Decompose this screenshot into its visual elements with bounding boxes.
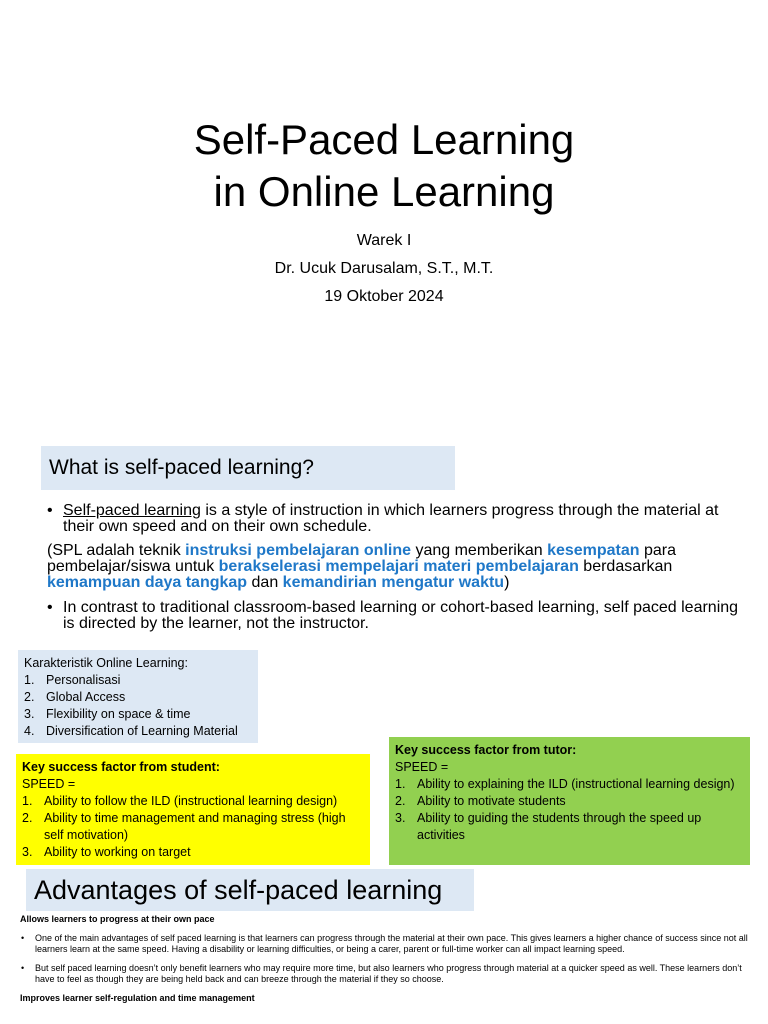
list-item: 1. Personalisasi <box>24 673 121 687</box>
student-speed-label: SPEED = <box>22 777 76 791</box>
advantages-paragraph-2: But self paced learning doesn’t only benefit learners who may require more time, but also learners who progress through material at a quicker speed as well. These learners don’t have to feel as though they are being held back and can breeze through the material if they so choose. <box>35 963 742 984</box>
spl-highlight: berakselerasi mempelajari materi pembelajaran <box>218 558 579 575</box>
tutor-speed-label: SPEED = <box>395 760 449 774</box>
list-item: 2. Global Access <box>24 690 126 704</box>
list-item: 2. Ability to time management and managing stress (high self motivation) <box>22 811 346 842</box>
spl-segment: ) <box>504 574 510 591</box>
spl-segment: yang memberikan <box>411 542 548 559</box>
tutor-box-title: Key success factor from tutor: <box>395 743 577 757</box>
student-box-title: Key success factor from student: <box>22 760 220 774</box>
list-item: 3. Ability to working on target <box>22 845 191 859</box>
bullet-icon: • <box>21 933 25 943</box>
advantages-subheading-2: Improves learner self-regulation and time management <box>20 993 255 1003</box>
student-list <box>22 793 364 861</box>
spl-highlight: instruksi pembelajaran online <box>185 542 411 559</box>
spl-highlight: kemandirian mengatur waktu <box>282 574 505 591</box>
what-bullet-1 <box>41 503 741 535</box>
spl-segment: para pembelajar/siswa untuk <box>47 542 677 575</box>
bullet-icon: • <box>47 502 53 519</box>
author-role: Warek I <box>356 232 412 249</box>
slide-title-line2: in Online Learning <box>213 168 555 215</box>
advantages-list <box>20 933 755 985</box>
slide-title-line1: Self-Paced Learning <box>193 116 575 163</box>
advantages-heading: Advantages of self-paced learning <box>26 869 474 911</box>
spl-highlight: kemampuan daya tangkap <box>47 574 248 591</box>
spl-segment: dan <box>247 574 283 591</box>
what-bullets-2 <box>41 600 741 632</box>
spl-indonesian-explanation <box>47 543 737 591</box>
list-item <box>20 933 755 955</box>
advantages-paragraph-1: One of the main advantages of self paced learning is that learners can progress through the material at their own pace. This gives learners a higher chance of success since not all learners learn at the same speed. Having a disability or learning difficulties, or being a carer, parent or full-time worker can all impact learning speed. <box>35 933 748 954</box>
advantages-subheading-1: Allows learners to progress at their own pace <box>20 914 215 924</box>
list-item: 4. Diversification of Learning Material <box>24 724 238 738</box>
spl-segment: berdasarkan <box>578 558 673 575</box>
spl-segment: (SPL adalah teknik <box>47 542 186 559</box>
list-item: 1. Ability to explaining the ILD (instructional learning design) <box>395 777 735 791</box>
student-success-box <box>16 754 370 865</box>
list-item: 3. Ability to guiding the students through the speed up activities <box>395 811 702 842</box>
tutor-list <box>395 776 744 844</box>
list-item: 3. Flexibility on space & time <box>24 707 191 721</box>
karakteristik-box <box>18 650 258 743</box>
spl-highlight: kesempatan <box>547 542 640 559</box>
karakteristik-title: Karakteristik Online Learning: <box>24 656 188 670</box>
bullet-icon: • <box>21 963 25 973</box>
tutor-success-box <box>389 737 750 865</box>
list-item: 2. Ability to motivate students <box>395 794 566 808</box>
presentation-date: 19 Oktober 2024 <box>324 288 444 305</box>
list-item: 1. Ability to follow the ILD (instructional learning design) <box>22 794 338 808</box>
what-heading: What is self-paced learning? <box>41 446 455 490</box>
advantages-body <box>20 914 755 1004</box>
list-item <box>20 963 755 985</box>
bullet-icon: • <box>47 599 53 616</box>
what-bullets <box>41 503 741 535</box>
contrast-text: In contrast to traditional classroom-based learning or cohort-based learning, self paced learning is directed by the learner, not the instructor. <box>63 599 739 632</box>
author-name: Dr. Ucuk Darusalam, S.T., M.T. <box>274 260 494 277</box>
spl-definition: is a style of instruction in which learners progress through the material at their own speed and on their own schedule. <box>63 502 719 535</box>
karakteristik-list <box>24 672 252 740</box>
what-bullet-2 <box>41 600 741 632</box>
spl-term: Self-paced learning <box>63 502 201 519</box>
